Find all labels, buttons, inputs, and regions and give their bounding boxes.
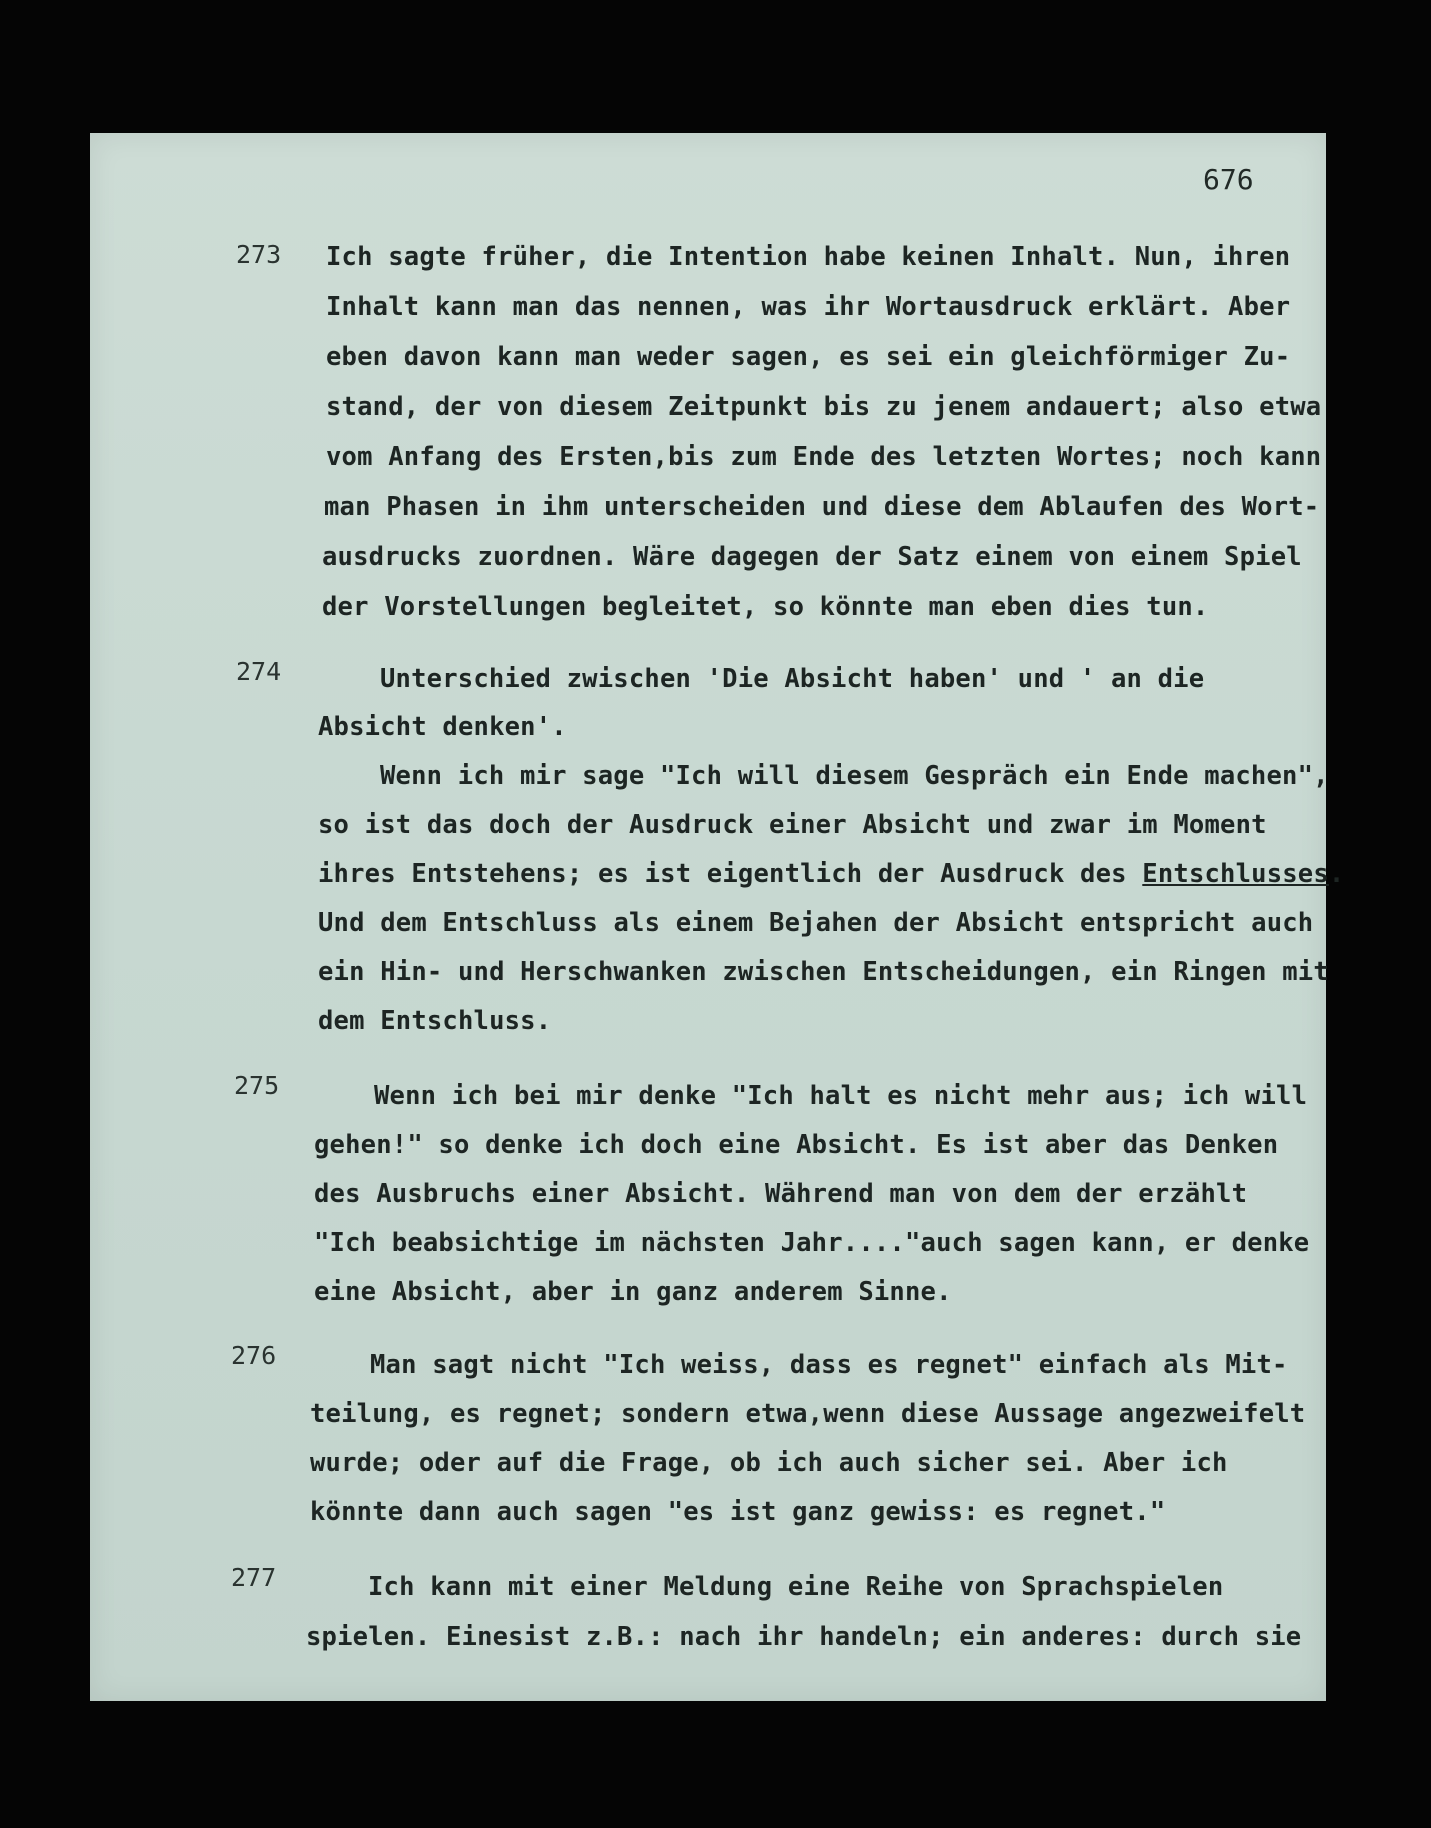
text-line: wurde; oder auf die Frage, ob ich auch sicher sei. Aber ich xyxy=(310,1448,1228,1478)
remark-number: 277 xyxy=(231,1563,277,1592)
text-line: ausdrucks zuordnen. Wäre dagegen der Satz einem von einem Spiel xyxy=(322,542,1302,572)
text-line: der Vorstellungen begleitet, so könnte man eben dies tun. xyxy=(322,592,1209,622)
remark-number: 275 xyxy=(234,1071,280,1100)
text-line: ein Hin- und Herschwanken zwischen Entscheidungen, ein Ringen mit xyxy=(318,957,1329,987)
text-line: eben davon kann man weder sagen, es sei ein gleichförmiger Zu- xyxy=(326,342,1291,372)
text-line: gehen!" so denke ich doch eine Absicht. Es ist aber das Denken xyxy=(314,1130,1279,1160)
text-line: man Phasen in ihm unterscheiden und diese dem Ablaufen des Wort- xyxy=(324,492,1320,522)
text-line: Inhalt kann man das nennen, was ihr Wortausdruck erklärt. Aber xyxy=(326,292,1291,322)
remark-number: 274 xyxy=(236,657,282,686)
text-line: Wenn ich bei mir denke "Ich halt es nicht mehr aus; ich will xyxy=(374,1081,1308,1111)
text-line: dem Entschluss. xyxy=(318,1006,552,1036)
text-line: teilung, es regnet; sondern etwa,wenn diese Aussage angezweifelt xyxy=(310,1399,1306,1429)
text-line: vom Anfang des Ersten,bis zum Ende des letzten Wortes; noch kann xyxy=(326,442,1322,472)
text-line: Man sagt nicht "Ich weiss, dass es regnet" einfach als Mit- xyxy=(370,1350,1288,1380)
text-line: eine Absicht, aber in ganz anderem Sinne. xyxy=(314,1277,952,1307)
remark-number: 273 xyxy=(236,240,282,269)
text-line: Absicht denken'. xyxy=(318,712,567,742)
text-line: stand, der von diesem Zeitpunkt bis zu jenem andauert; also etwa xyxy=(326,392,1322,422)
text-line: des Ausbruchs einer Absicht. Während man von dem der erzählt xyxy=(314,1179,1248,1209)
text-line: könnte dann auch sagen "es ist ganz gewiss: es regnet." xyxy=(310,1497,1166,1527)
text-line xyxy=(318,859,1344,889)
text-line: Wenn ich mir sage "Ich will diesem Gespräch ein Ende machen", xyxy=(380,761,1329,791)
text-line-end: . xyxy=(1328,859,1345,889)
page-number: 676 xyxy=(1203,163,1254,196)
text-line: Ich sagte früher, die Intention habe keinen Inhalt. Nun, ihren xyxy=(326,242,1291,272)
text-line: so ist das doch der Ausdruck einer Absicht und zwar im Moment xyxy=(318,810,1267,840)
underlined-word: Entschlusses xyxy=(1142,859,1329,889)
text-line: Ich kann mit einer Meldung eine Reihe von Sprachspielen xyxy=(368,1572,1224,1602)
text-line: Unterschied zwischen 'Die Absicht haben' und ' an die xyxy=(380,664,1205,694)
text-line: "Ich beabsichtige im nächsten Jahr...."auch sagen kann, er denke xyxy=(314,1228,1310,1258)
text-line: spielen. Einesist z.B.: nach ihr handeln; ein anderes: durch sie xyxy=(306,1622,1302,1652)
text-line: Und dem Entschluss als einem Bejahen der Absicht entspricht auch xyxy=(318,908,1314,938)
text-line-start: ihres Entstehens; es ist eigentlich der Ausdruck des xyxy=(318,859,1143,889)
remark-number: 276 xyxy=(231,1341,277,1370)
